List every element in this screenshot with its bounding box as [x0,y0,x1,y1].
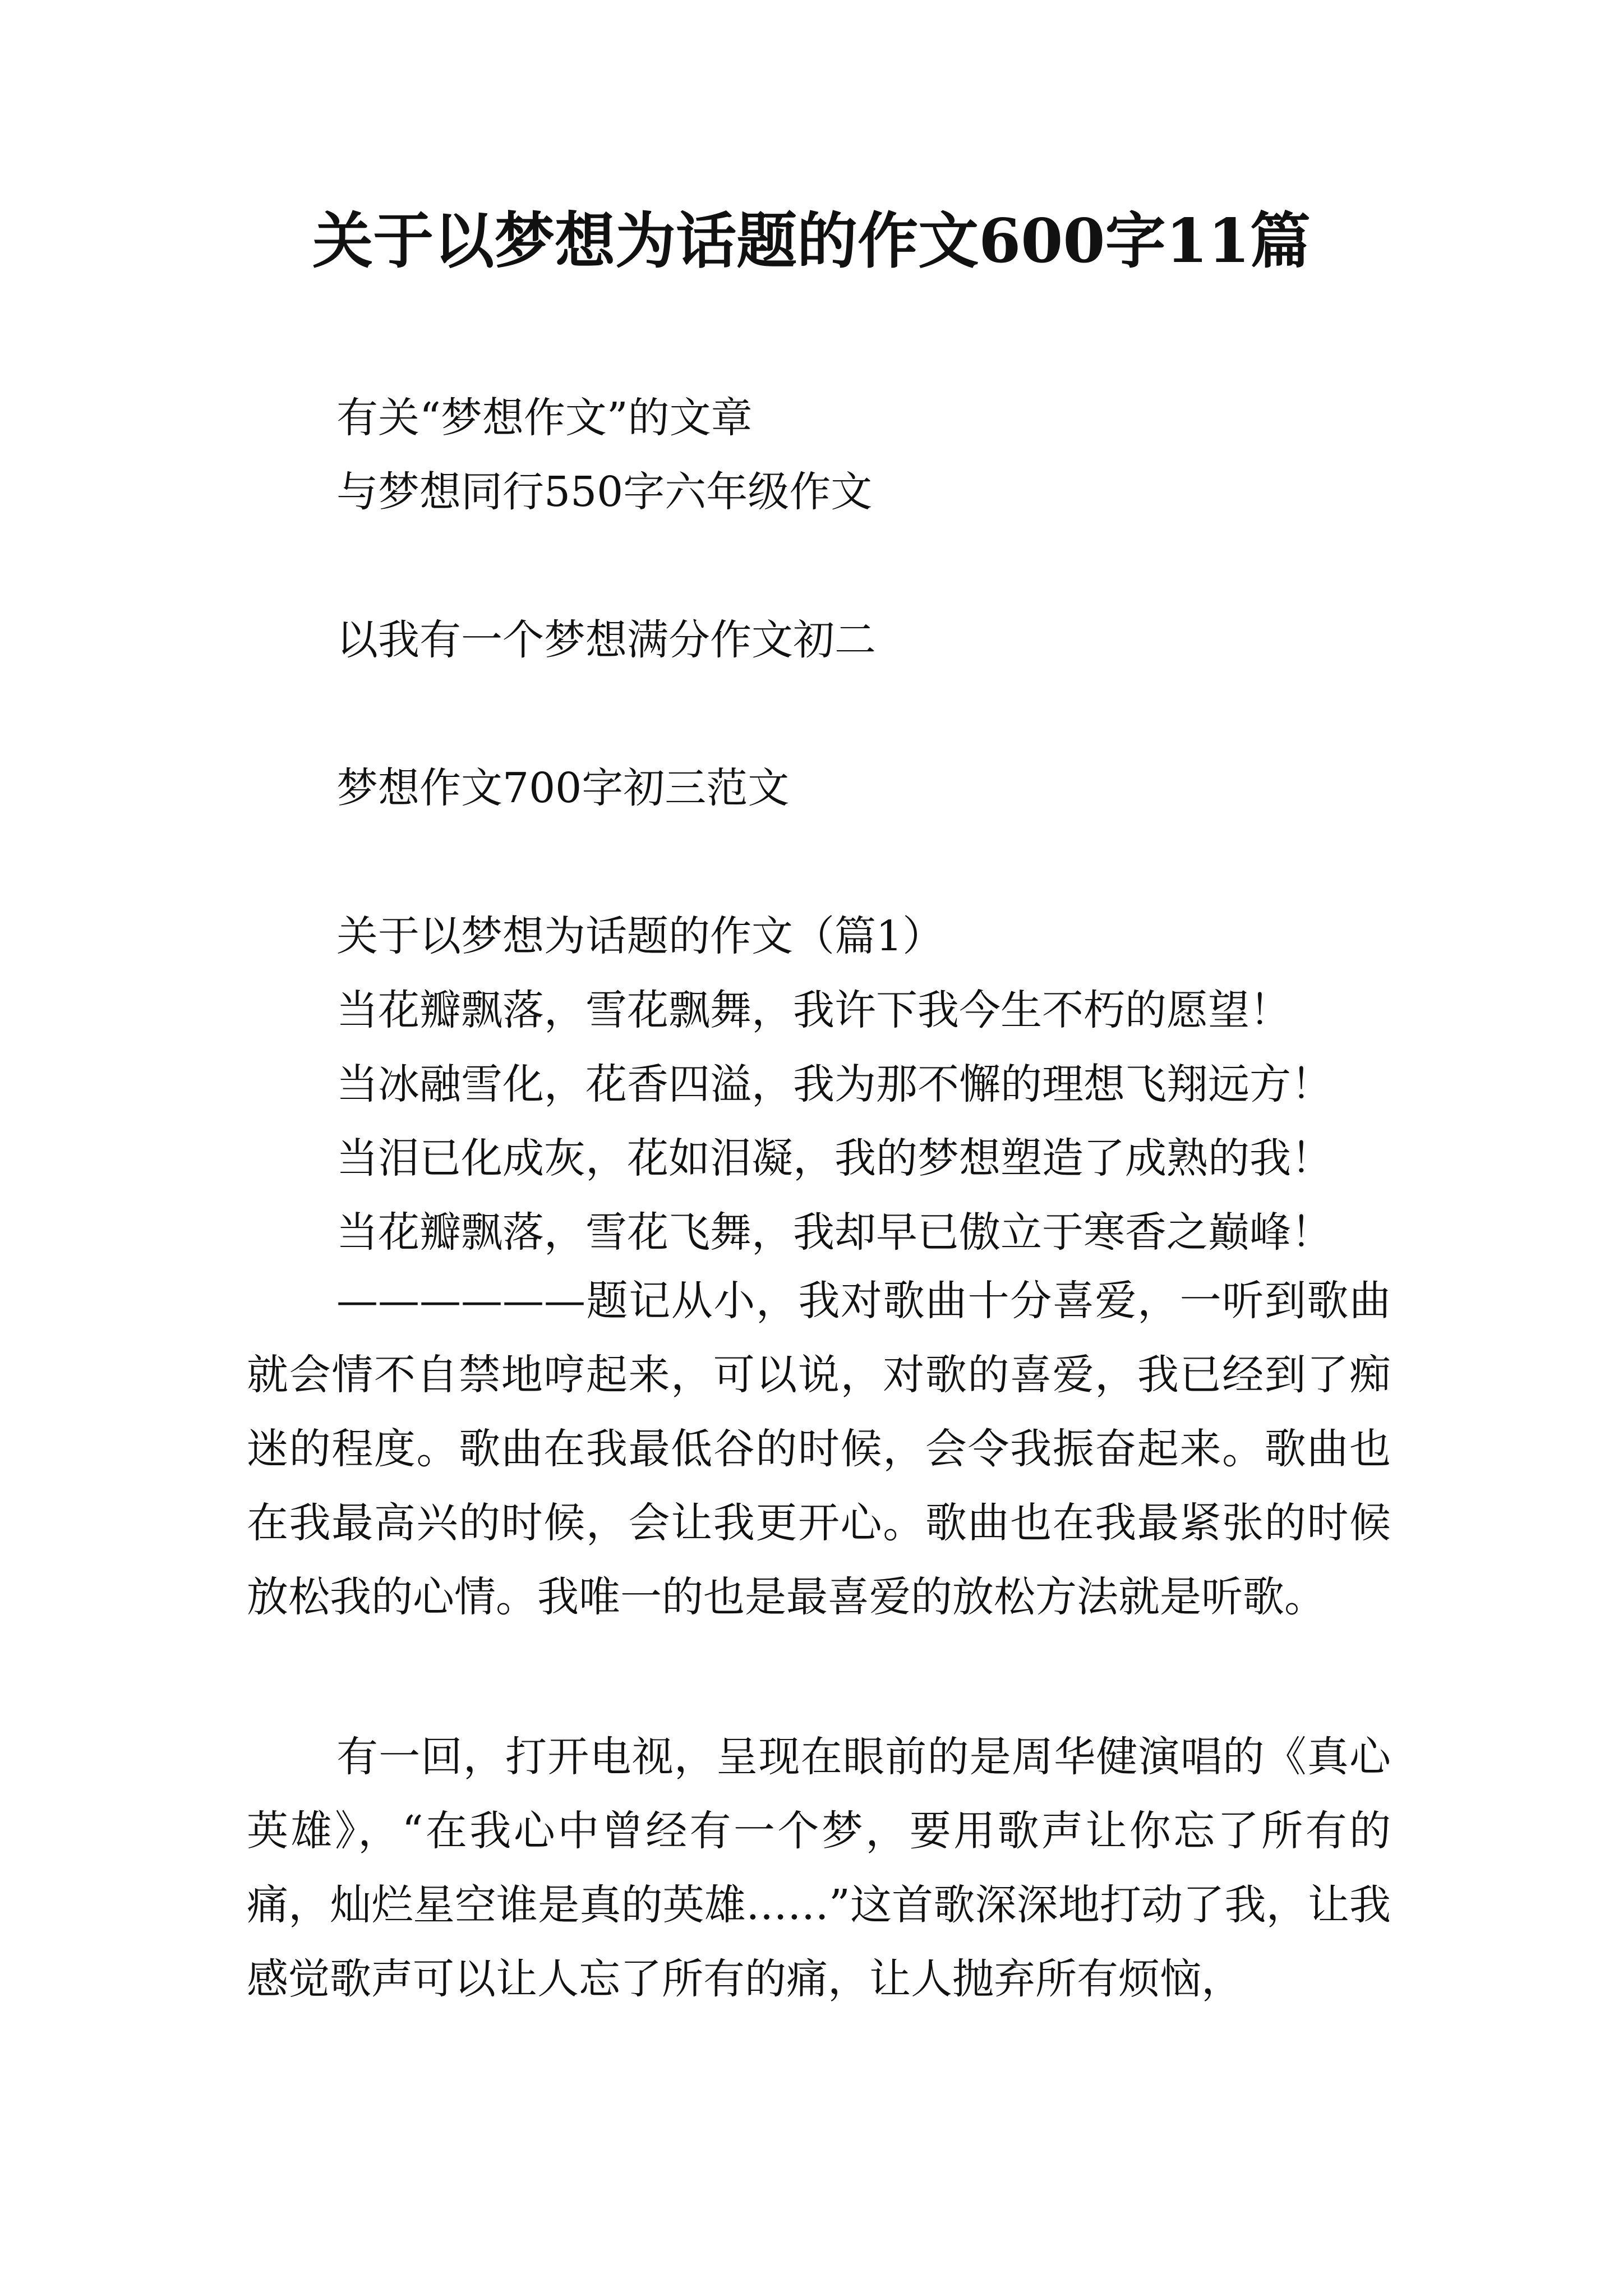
poem-line: 当冰融雪化，花香四溢，我为那不懈的理想飞翔远方！ [336,1060,1332,1108]
poem-line: 当泪已化成灰，花如泪凝，我的梦想塑造了成熟的我！ [336,1134,1332,1182]
related-article-link[interactable]: 梦想作文700字初三范文 [336,764,790,812]
related-articles-heading: 有关“梦想作文”的文章 [336,394,753,442]
body-paragraph: 有一回，打开电视，呈现在眼前的是周华健演唱的《真心英雄》，“在我心中曾经有一个梦，要用歌声让你忘了所有的痛，灿烂星空谁是真的英雄……”这首歌深深地打动了我，让我感觉歌声可以让人忘了所有的痛，让人抛弃所有烦恼， [247,1733,1391,2003]
related-article-link[interactable]: 与梦想同行550字六年级作文 [336,468,873,516]
poem-line: 当花瓣飘落，雪花飞舞，我却早已傲立于寒香之巅峰！ [336,1208,1332,1257]
section-title: 关于以梦想为话题的作文（篇1） [336,912,944,960]
document-title: 关于以梦想为话题的作文600字11篇 [312,206,1311,277]
body-paragraph: ——————题记从小，我对歌曲十分喜爱，一听到歌曲就会情不自禁地哼起来，可以说，对歌的喜爱，我已经到了痴迷的程度。歌曲在我最低谷的时候，会令我振奋起来。歌曲也在我最高兴的时候，会让我更开心。歌曲也在我最紧张的时候放松我的心情。我唯一的也是最喜爱的放松方法就是听歌。 [247,1277,1391,1621]
related-article-link[interactable]: 以我有一个梦想满分作文初二 [336,616,876,664]
poem-line: 当花瓣飘落，雪花飘舞，我许下我今生不朽的愿望！ [336,986,1291,1034]
